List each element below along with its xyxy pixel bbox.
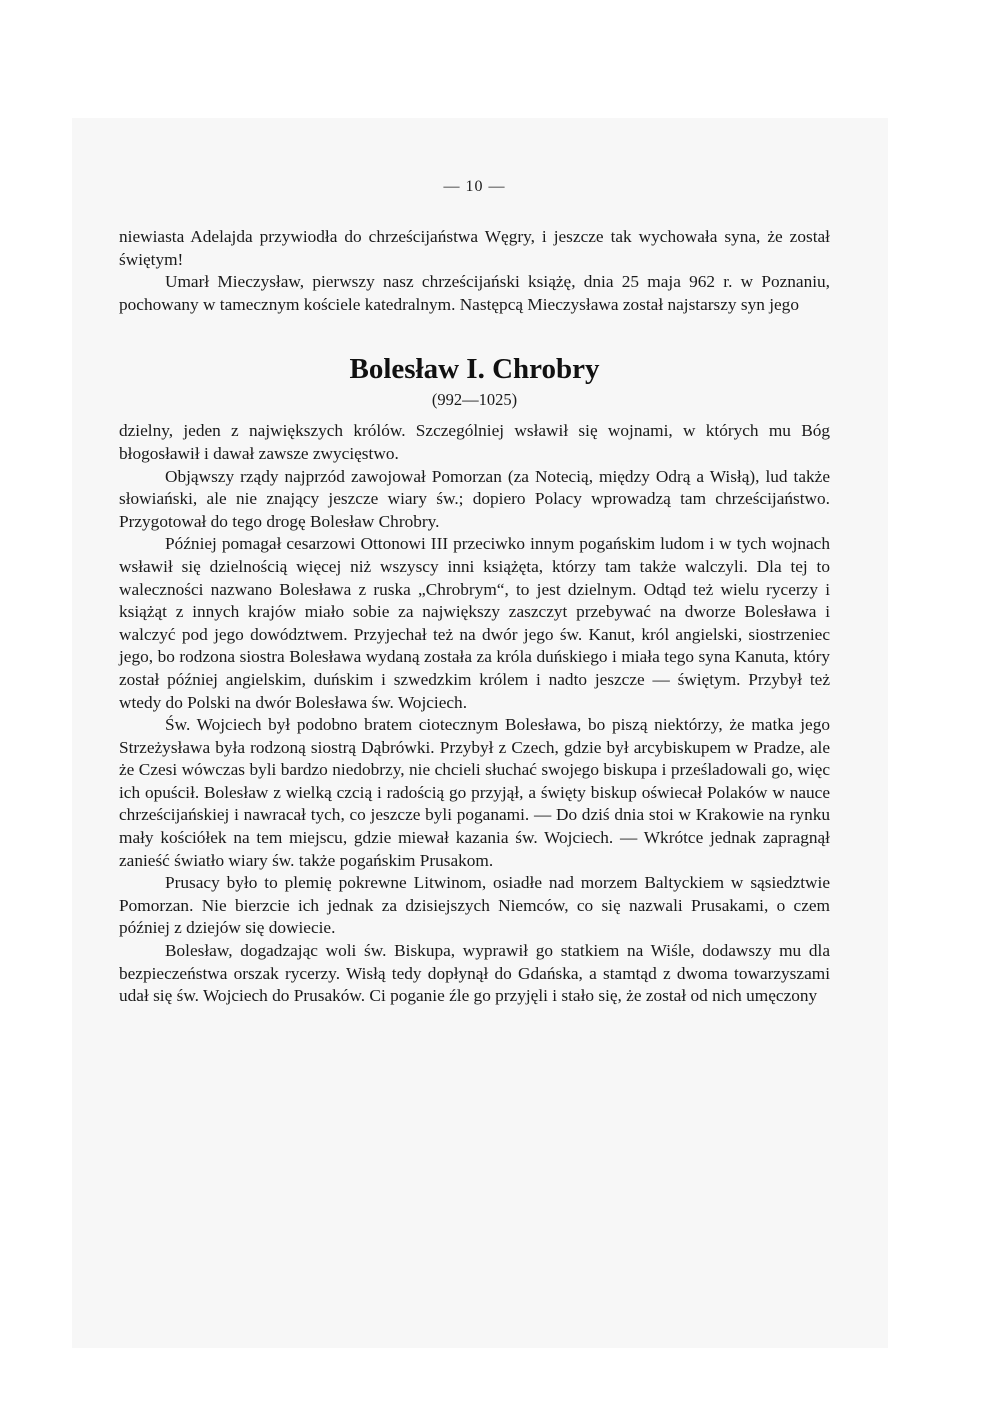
body-paragraph-4: Św. Wojciech był podobno bratem ciotecznym Bolesława, bo piszą niektórzy, że matka jego Strzeżysława była rodzoną siostrą Dąbrówki. Przybył z Czech, gdzie był arcybiskupem w Pradze, ale że Czesi wówczas byli bardzo niedobrzy, nie chcieli słuchać swojego biskupa i prześladowali go, więc ich opuścił. Bolesław z wielką czcią i radością go przyjął, a święty biskup oświecał Polaków w nauce chrześcijańskiej i nawracał tych, co jeszcze byli poganami. — Do dziś dnia stoi w Krakowie na rynku mały kościółek na tem miejscu, gdzie miewał kazania św. Wojciech. — Wkrótce jednak zapragnął zanieść światło wiary św. także pogańskim Prusakom.: [119, 715, 830, 870]
chapter-dates: (992—1025): [431, 390, 518, 410]
body-paragraph-6: Bolesław, dogadzając woli św. Biskupa, wyprawił go statkiem na Wiśle, dodawszy mu dla bezpieczeństwa orszak rycerzy. Wisłą tedy dopłynął do Gdańska, a stamtąd z dwoma towarzyszami udał się św. Wojciech do Prusaków. Ci poganie źle go przyjęli i stało się, że został od nich umęczony: [119, 941, 830, 1006]
body-paragraph-1: dzielny, jeden z największych królów. Szczególniej wsławił się wojnami, w których mu Bóg błogosławił i dawał zawsze zwycięstwo.: [119, 421, 830, 463]
page-number: — 10 —: [443, 178, 506, 195]
intro-paragraph-2: Umarł Mieczysław, pierwszy nasz chrześcijański książę, dnia 25 maja 962 r. w Poznaniu, pochowany w tamecznym kościele katedralnym. Następcą Mieczysława został najstarszy syn jego: [119, 272, 830, 314]
body-paragraph-5: Prusacy było to plemię pokrewne Litwinom, osiadłe nad morzem Baltyckiem w sąsiedztwie Pomorzan. Nie bierzcie ich jednak za dzisiejszych Niemców, co się nazwali Prusakami, o czem później z dziejów się dowiecie.: [119, 873, 830, 938]
intro-paragraph-1: niewiasta Adelajda przywiodła do chrześcijaństwa Węgry, i jeszcze tak wychowała syna, że został świętym!: [119, 227, 830, 269]
body-paragraph-2: Objąwszy rządy najprzód zawojował Pomorzan (za Notecią, między Odrą a Wisłą), lud także słowiański, ale nie znający jeszcze wiary św.; dopiero Polacy wprowadzą tam chrześcijaństwo. Przygotował do tego drogę Bolesław Chrobry.: [119, 466, 830, 531]
document-content: [119, 176, 830, 1008]
chapter-title: Bolesław I. Chrobry: [349, 353, 600, 386]
body-paragraph-3: Później pomagał cesarzowi Ottonowi III przeciwko innym pogańskim ludom i w tych wojnach wsławił się dzielnością więcej niż wszyscy inni książęta, którzy tam także walczyli. Dla tej to waleczności nazwano Bolesława z ruska „Chrobrym“, to jest dzielnym. Odtąd też wielu rycerzy i książąt z innych krajów miało sobie za największy zaszczyt przebywać na dworze Bolesława i walczyć pod jego dowództwem. Przyjechał też na dwór jego św. Kanut, król angielski, siostrzeniec jego, bo rodzona siostra Bolesława wydaną została za króla duńskiego i miała tego syna Kanuta, który został później angielskim, duńskim i szwedzkim królem i nadto jeszcze — świętym. Przybył też wtedy do Polski na dwór Bolesława św. Wojciech.: [119, 534, 830, 712]
